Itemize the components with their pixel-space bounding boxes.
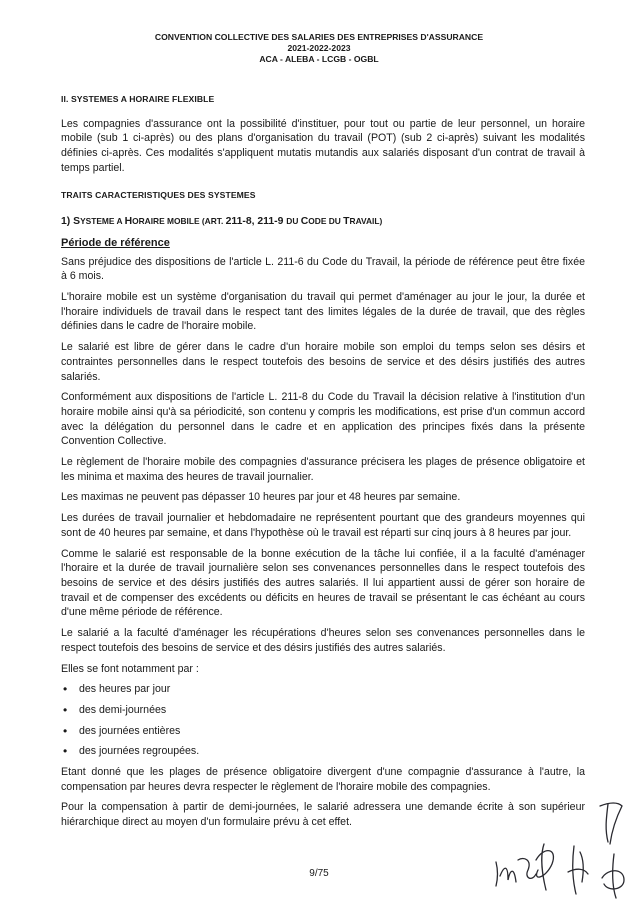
- paragraph: Pour la compensation à partir de demi-journées, le salarié adressera une demande écrite à son supérieur hiérarchique direct au moyen d'un formulaire prévu à cet effet.: [61, 801, 585, 829]
- handwritten-initials-signature: [488, 790, 638, 902]
- intro-paragraph: Les compagnies d'assurance ont la possibilité d'instituer, pour tout ou partie de leur personnel, un horaire mobile (sub 1 ci-après) ou des plans d'organisation du travail (POT) (sub 2 ci-après) suivant les modalités définies ci-après. Ces modalités s'appliquent mutatis mutandis aux salariés disposant d'un contrat de travail à temps partiel.: [61, 117, 585, 174]
- list-item: • des journées regroupées.: [61, 744, 585, 759]
- list-item: • des journées entières: [61, 724, 585, 739]
- document-body: [61, 92, 585, 836]
- paragraph: Les durées de travail journalier et hebdomadaire ne représentent pourtant que des grandeurs moyennes qui sont de 40 heures par semaine, et dans l'hypothèse où le travail est réparti sur cinq jours à 8 heures par jour.: [61, 512, 585, 539]
- paragraph: Le salarié a la faculté d'aménager les récupérations d'heures selon ses convenances personnelles dans le respect toutefois des besoins de service et des désirs justifiés des autres salariés.: [61, 627, 585, 654]
- paragraph: Le règlement de l'horaire mobile des compagnies d'assurance précisera les plages de présence obligatoire et les minima et maxima des heures de travail journalier.: [61, 456, 585, 483]
- page-number: 9/75: [309, 868, 329, 879]
- list-item: • des demi-journées: [61, 703, 585, 718]
- header-years: 2021-2022-2023: [287, 43, 351, 53]
- header-title: CONVENTION COLLECTIVE DES SALARIES DES ENTREPRISES D'ASSURANCE: [154, 32, 484, 42]
- paragraph: Les maximas ne peuvent pas dépasser 10 heures par jour et 48 heures par semaine.: [61, 491, 461, 504]
- list-item: • des heures par jour: [61, 682, 585, 697]
- period-heading: Période de référence: [61, 236, 170, 249]
- traits-title: TRAITS CARACTERISTIQUES DES SYSTEMES: [61, 189, 256, 200]
- paragraph: L'horaire mobile est un système d'organisation du travail qui permet d'aménager au jour le jour, la durée et l'horaire individuels de travail dans le respect tant des limites légales de la durée de travail, que des règles définies dans le cadre de l'horaire mobile.: [61, 291, 585, 333]
- paragraph: Etant donné que les plages de présence obligatoire divergent d'une compagnie d'assurance à l'autre, la compensation par heures devra respecter le règlement de l'horaire mobile des compagnies.: [61, 766, 585, 793]
- bullet-list: [61, 682, 585, 759]
- paragraph: Elles se font notamment par :: [61, 662, 199, 675]
- paragraph: Sans préjudice des dispositions de l'article L. 211-6 du Code du Travail, la période de référence peut être fixée à 6 mois.: [61, 255, 585, 283]
- paragraph: Conformément aux dispositions de l'article L. 211-8 du Code du Travail la décision relative à l'institution d'un horaire mobile ainsi qu'à sa périodicité, son contenu y compris les modifications, est prise d'un commun accord avec la délégation du personnel dans le cadre et en application des principes fixés dans la présente Convention Collective.: [61, 391, 585, 448]
- subsection-title: 1) SYSTEME A HORAIRE MOBILE (ART. 211-8, 211-9 DU CODE DU TRAVAIL): [61, 216, 383, 228]
- paragraph: Le salarié est libre de gérer dans le cadre d'un horaire mobile son emploi du temps selon ses désirs et contraintes personnelles dans le respect toutefois des besoins de service et des désirs justifiés des autres salariés.: [61, 341, 585, 383]
- paragraph: Comme le salarié est responsable de la bonne exécution de la tâche lui confiée, il a la faculté d'aménager l'horaire et la durée de travail journalière selon ses convenances personnelles dans le respect toutefois des besoins de service et des désirs justifiés des autres salariés. Il lui appartient aussi de gérer son horaire de travail et de compenser des excédents ou déficits en heures de travail se présentant le cas échéant au cours d'une même période de référence.: [61, 547, 585, 619]
- document-header: [0, 32, 638, 65]
- section-title: II. SYSTEMES A HORAIRE FLEXIBLE: [61, 94, 215, 104]
- header-signatories: ACA - ALEBA - LCGB - OGBL: [259, 54, 379, 64]
